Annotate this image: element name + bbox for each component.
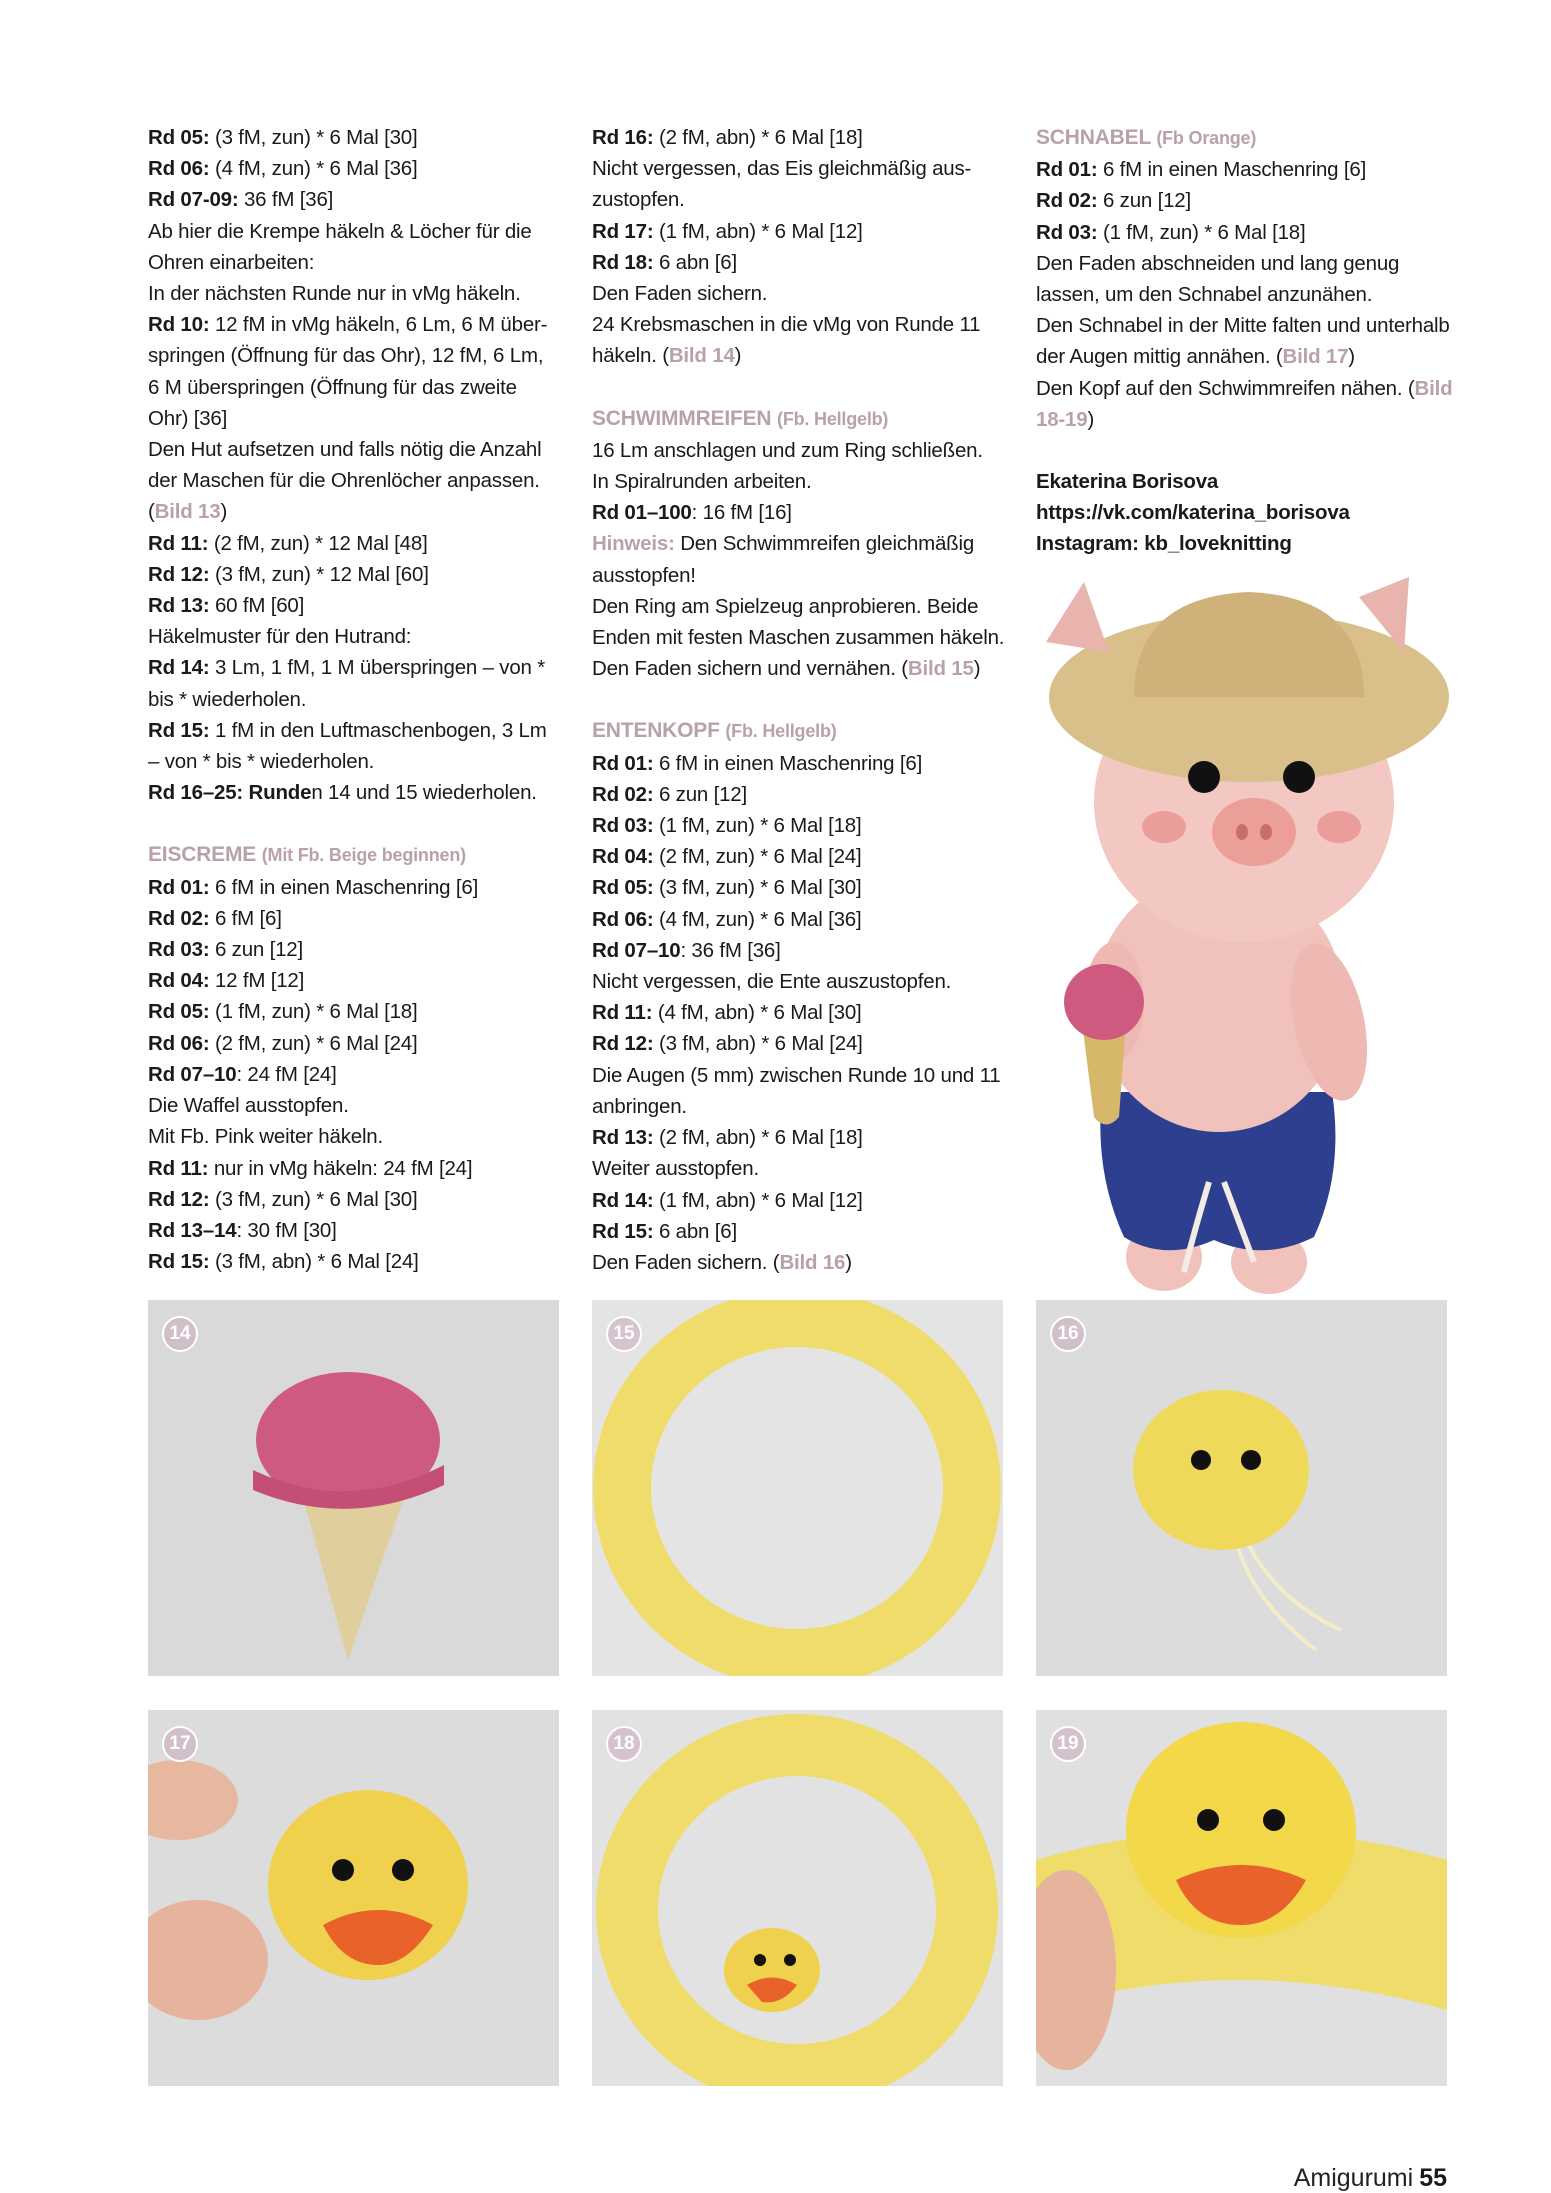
round-label: Rd 12: (148, 562, 210, 586)
text-line (592, 435, 1002, 466)
text-segment: Ohren einarbeiten: (148, 250, 315, 274)
round-label: Rd 04: (148, 969, 210, 993)
round-label: Rd 03: (148, 938, 210, 962)
text-segment: 3 Lm, 1 fM, 1 M überspringen – von * (209, 656, 546, 680)
text-segment: 1 fM in den Luftmaschenbogen, 3 Lm (209, 718, 547, 742)
section-title: SCHNABEL (1036, 126, 1151, 149)
round-label: Rd 06: (148, 1031, 210, 1055)
photo-19 (1036, 1710, 1447, 2086)
text-segment: (3 fM, zun) * 6 Mal [30] (209, 1187, 418, 1211)
text-line (592, 466, 1002, 497)
text-segment: (1 fM, abn) * 6 Mal [12] (653, 219, 863, 243)
round-label: Rd 10: (148, 313, 210, 337)
text-line (592, 748, 1002, 779)
text-segment: Den Hut aufsetzen und falls nötig die Anzahl (148, 438, 542, 462)
pig-toy-photo (1014, 572, 1454, 1300)
text-line (592, 122, 1002, 153)
section-subtitle: (Fb Orange) (1156, 128, 1257, 148)
text-segment: Den Faden sichern. ( (592, 1250, 780, 1274)
text-line (148, 216, 558, 247)
figure-reference: Bild 16 (779, 1250, 846, 1274)
text-segment: 16 Lm anschlagen und zum Ring schließen. (592, 438, 983, 462)
text-line (1036, 404, 1446, 435)
text-segment: In Spiralrunden arbeiten. (592, 470, 812, 494)
text-line (592, 340, 1002, 371)
text-line (1036, 341, 1446, 372)
section-heading (592, 403, 1002, 435)
round-label: Rd 07-09: (148, 188, 239, 212)
section-subtitle: (Mit Fb. Beige beginnen) (261, 845, 466, 866)
text-segment: : 24 fM [24] (236, 1062, 337, 1086)
spacer (1036, 435, 1446, 466)
round-label: Rd 05: (148, 1000, 210, 1024)
text-segment: : 30 fM [30] (236, 1218, 337, 1242)
round-label: Rd 04: (592, 845, 654, 869)
text-segment: : 16 fM [16] (691, 501, 792, 525)
text-line (592, 278, 1002, 309)
text-segment: (1 fM, zun) * 6 Mal [18] (653, 814, 862, 838)
round-label: Rd 02: (1036, 189, 1098, 213)
text-segment: (1 fM, zun) * 6 Mal [18] (209, 1000, 418, 1024)
text-line (592, 904, 1002, 935)
section-title: ENTENKOPF (592, 719, 720, 743)
text-line (1036, 373, 1453, 404)
text-segment: : 36 fM [36] (680, 938, 781, 962)
text-line (148, 496, 558, 527)
text-segment: ) (973, 657, 981, 681)
round-label: Rd 17: (592, 219, 654, 243)
text-line (592, 528, 1002, 559)
text-line (148, 372, 558, 403)
text-segment: (4 fM, abn) * 6 Mal [30] (652, 1001, 862, 1025)
text-segment: Den Faden sichern. (592, 282, 768, 306)
text-segment: anbringen. (592, 1094, 687, 1118)
section-subtitle: (Fb. Hellgelb) (725, 721, 837, 742)
text-line (148, 559, 558, 590)
round-label: Rd 15: (148, 718, 210, 742)
text-segment: (1 fM, abn) * 6 Mal [12] (653, 1188, 863, 1212)
text-line (148, 153, 558, 184)
text-segment: ausstopfen! (592, 563, 696, 587)
text-segment: ) (1087, 407, 1095, 431)
text-segment: Weiter ausstopfen. (592, 1157, 759, 1181)
text-segment: (2 fM, abn) * 6 Mal [18] (653, 1126, 863, 1150)
text-segment: Die Waffel ausstopfen. (148, 1094, 349, 1118)
text-segment: 12 fM [12] (209, 969, 305, 993)
column-middle (592, 122, 1005, 1278)
text-segment: der Maschen für die Ohrenlöcher anpassen. (148, 469, 540, 493)
text-line (1036, 497, 1446, 528)
text-segment: (4 fM, zun) * 6 Mal [36] (653, 907, 862, 931)
column-right (1036, 122, 1453, 560)
text-line (148, 465, 558, 496)
round-label: Rd 14: (592, 1188, 654, 1212)
section-heading (592, 715, 1002, 747)
text-line (1036, 310, 1450, 341)
text-line (148, 340, 558, 371)
text-segment: (4 fM, zun) * 6 Mal [36] (209, 157, 418, 181)
round-label: Rd 01: (148, 875, 210, 899)
text-segment: (2 fM, zun) * 6 Mal [24] (209, 1031, 418, 1055)
text-line (148, 903, 558, 934)
text-segment: Enden mit festen Maschen zusammen häkeln. (592, 626, 1005, 650)
text-segment: (3 fM, abn) * 6 Mal [24] (209, 1250, 419, 1274)
round-label: Rd 13: (592, 1126, 654, 1150)
section-heading (148, 839, 558, 871)
round-label: Rd 01: (592, 751, 654, 775)
text-line (148, 1059, 558, 1090)
text-segment: Häkelmuster für den Hutrand: (148, 625, 412, 649)
text-segment: Die Augen (5 mm) zwischen Runde 10 und 11 (592, 1063, 1001, 1087)
text-line (148, 872, 558, 903)
text-line (1036, 279, 1446, 310)
figure-reference: Bild (1414, 376, 1453, 400)
text-segment: Den Ring am Spielzeug anprobieren. Beide (592, 594, 979, 618)
text-line (148, 184, 558, 215)
round-label: Rd 05: (148, 126, 210, 149)
round-label: Rd 14: (148, 656, 210, 680)
text-segment: 6 zun [12] (209, 938, 303, 962)
text-line (592, 622, 1005, 653)
round-label: Rd 07–10 (148, 1062, 237, 1086)
text-segment: Den Kopf auf den Schwimmreifen nähen. ( (1036, 376, 1415, 400)
round-label: Instagram: kb_loveknitting (1036, 532, 1292, 556)
text-line (148, 590, 558, 621)
text-line (592, 247, 1002, 278)
text-segment: Den Schnabel in der Mitte falten und unterhalb (1036, 314, 1450, 338)
figure-reference: Bild 17 (1282, 345, 1349, 369)
photo-18 (592, 1710, 1003, 2086)
text-segment: zustopfen. (592, 188, 685, 212)
text-segment: (2 fM, zun) * 12 Mal [48] (208, 531, 428, 555)
text-segment: ( (148, 500, 155, 524)
page-number: 55 (1419, 2164, 1447, 2192)
photo-17 (148, 1710, 559, 2086)
text-line (148, 1028, 558, 1059)
photo-16 (1036, 1300, 1447, 1676)
text-segment: springen (Öffnung für das Ohr), 12 fM, 6 Lm, (148, 344, 544, 368)
text-segment: (2 fM, zun) * 6 Mal [24] (653, 845, 862, 869)
text-segment: 12 fM in vMg häkeln, 6 Lm, 6 M über- (209, 313, 548, 337)
text-segment: 6 fM in einen Maschenring [6] (1097, 158, 1367, 182)
text-segment: ) (845, 1250, 852, 1274)
badge-14: 14 (162, 1316, 198, 1352)
text-line (592, 1091, 1002, 1122)
badge-17: 17 (162, 1726, 198, 1762)
text-segment: n 14 und 15 wiederholen. (311, 781, 537, 805)
text-segment: 6 abn [6] (653, 1219, 737, 1243)
text-line (1036, 217, 1446, 248)
text-line (148, 621, 558, 652)
round-label: Rd 13–14 (148, 1218, 237, 1242)
photo-14 (148, 1300, 559, 1676)
text-line (148, 1153, 558, 1184)
text-line (592, 591, 1002, 622)
text-segment: (3 fM, abn) * 6 Mal [24] (653, 1032, 863, 1056)
text-segment: (3 fM, zun) * 6 Mal [30] (653, 876, 862, 900)
text-line (148, 1246, 558, 1277)
text-line (592, 935, 1002, 966)
text-segment: (3 fM, zun) * 12 Mal [60] (209, 562, 429, 586)
round-label: Rd 11: (148, 1156, 209, 1180)
section-subtitle: (Fb. Hellgelb) (777, 408, 889, 429)
section-title: EISCREME (148, 843, 257, 867)
text-segment: Ab hier die Krempe häkeln & Löcher für die (148, 219, 532, 243)
text-line (592, 1028, 1002, 1059)
round-label: Rd 11: (148, 531, 209, 555)
round-label: Rd 01: (1036, 158, 1098, 182)
round-label: Rd 06: (592, 907, 654, 931)
round-label: Rd 05: (592, 876, 654, 900)
round-label: Rd 13: (148, 594, 210, 618)
badge-19: 19 (1050, 1726, 1086, 1762)
round-label: Rd 12: (148, 1187, 210, 1211)
text-segment: der Augen mittig annähen. ( (1036, 345, 1283, 369)
text-line (148, 965, 558, 996)
figure-reference: Bild 15 (907, 657, 974, 681)
text-line (592, 997, 1002, 1028)
text-segment: 6 zun [12] (653, 782, 747, 806)
round-label: Rd 03: (1036, 220, 1098, 244)
round-label: Rd 03: (592, 814, 654, 838)
text-line (148, 934, 558, 965)
text-segment: 6 fM [6] (209, 906, 282, 930)
text-segment: Den Faden abschneiden und lang genug (1036, 251, 1400, 275)
round-label: Rd 18: (592, 250, 654, 274)
text-segment: – von * bis * wiederholen. (148, 750, 375, 774)
text-segment: nur in vMg häkeln: 24 fM [24] (208, 1156, 473, 1180)
text-segment: ) (734, 344, 742, 368)
text-segment: 6 fM in einen Maschenring [6] (653, 751, 923, 775)
text-line (1036, 185, 1446, 216)
text-segment: 60 fM [60] (209, 594, 305, 618)
text-line (1036, 466, 1446, 497)
round-label: Rd 02: (592, 782, 654, 806)
text-segment: Den Schwimmreifen gleichmäßig (674, 532, 975, 556)
text-segment: 24 Krebsmaschen in die vMg von Runde 11 (592, 313, 981, 337)
text-line (148, 777, 558, 808)
text-line (148, 403, 558, 434)
text-line (592, 153, 1002, 184)
round-label: Rd 06: (148, 157, 210, 181)
round-label: Rd 16–25: Runde (148, 781, 312, 805)
text-segment: ) (1348, 345, 1355, 369)
badge-15: 15 (606, 1316, 642, 1352)
text-line (148, 652, 558, 683)
text-line (592, 216, 1002, 247)
badge-18: 18 (606, 1726, 642, 1762)
text-segment: Den Faden sichern und vernähen. ( (592, 657, 908, 681)
round-label: https://vk.com/katerina_borisova (1036, 501, 1350, 525)
text-line (592, 653, 1002, 684)
section-heading (1036, 122, 1446, 154)
section-title: SCHWIMMREIFEN (592, 406, 772, 430)
text-segment: häkeln. ( (592, 344, 669, 368)
text-line (1036, 154, 1446, 185)
text-line (148, 247, 558, 278)
text-segment: Nicht vergessen, die Ente auszustopfen. (592, 970, 952, 994)
text-segment: Ohr) [36] (148, 406, 228, 430)
round-label: Rd 01–100 (592, 501, 692, 525)
text-segment: lassen, um den Schnabel anzunähen. (1036, 283, 1373, 307)
round-label: Rd 16: (592, 126, 654, 149)
text-line (592, 1122, 1002, 1153)
text-segment: (1 fM, zun) * 6 Mal [18] (1097, 220, 1306, 244)
text-line (148, 996, 558, 1027)
text-segment: (2 fM, abn) * 6 Mal [18] (653, 126, 863, 149)
text-line (592, 841, 1002, 872)
figure-reference: Bild 14 (668, 344, 735, 368)
text-line (592, 497, 1002, 528)
round-label: Rd 15: (592, 1219, 654, 1243)
text-line (592, 872, 1002, 903)
round-label: Rd 11: (592, 1001, 653, 1025)
text-line (1036, 248, 1446, 279)
text-line (592, 966, 1002, 997)
text-line (148, 278, 558, 309)
text-segment: bis * wiederholen. (148, 687, 307, 711)
text-line (592, 560, 1002, 591)
round-label: Rd 15: (148, 1250, 210, 1274)
text-line (148, 715, 558, 746)
column-left (148, 122, 558, 1277)
round-label: Rd 07–10 (592, 938, 681, 962)
round-label: Rd 02: (148, 906, 210, 930)
text-segment: 36 fM [36] (238, 188, 334, 212)
text-line (592, 1060, 1002, 1091)
text-segment: 6 zun [12] (1097, 189, 1191, 213)
text-line (592, 1185, 1002, 1216)
text-segment: In der nächsten Runde nur in vMg häkeln. (148, 282, 521, 306)
text-line (592, 1247, 1002, 1278)
badge-16: 16 (1050, 1316, 1086, 1352)
text-segment: 6 abn [6] (653, 250, 737, 274)
text-line (592, 309, 1002, 340)
text-segment: 6 M überspringen (Öffnung für das zweite (148, 375, 517, 399)
text-line (148, 1184, 558, 1215)
text-line (592, 779, 1002, 810)
text-segment: Nicht vergessen, das Eis gleichmäßig aus- (592, 157, 972, 181)
page-footer (1294, 2164, 1447, 2193)
text-line (592, 184, 1002, 215)
text-line (148, 434, 558, 465)
text-line (592, 1216, 1002, 1247)
figure-reference: Hinweis: (592, 532, 675, 556)
text-line (148, 746, 558, 777)
photo-15 (592, 1300, 1003, 1676)
figure-reference: Bild 13 (154, 500, 221, 524)
text-line (148, 1121, 558, 1152)
text-line (592, 1153, 1002, 1184)
text-line (148, 309, 558, 340)
magazine-name: Amigurumi (1293, 2164, 1414, 2192)
text-segment: ) (220, 500, 228, 524)
text-line (148, 1090, 558, 1121)
round-label: Ekaterina Borisova (1036, 470, 1219, 494)
text-line (148, 122, 558, 153)
round-label: Rd 12: (592, 1032, 654, 1056)
text-line (148, 1215, 558, 1246)
text-segment: Mit Fb. Pink weiter häkeln. (148, 1125, 383, 1149)
text-line (1036, 528, 1446, 559)
text-line (148, 528, 558, 559)
figure-reference: 18-19 (1036, 407, 1088, 431)
text-segment: 6 fM in einen Maschenring [6] (209, 875, 479, 899)
text-line (592, 810, 1002, 841)
text-segment: (3 fM, zun) * 6 Mal [30] (209, 126, 418, 149)
text-line (148, 684, 558, 715)
